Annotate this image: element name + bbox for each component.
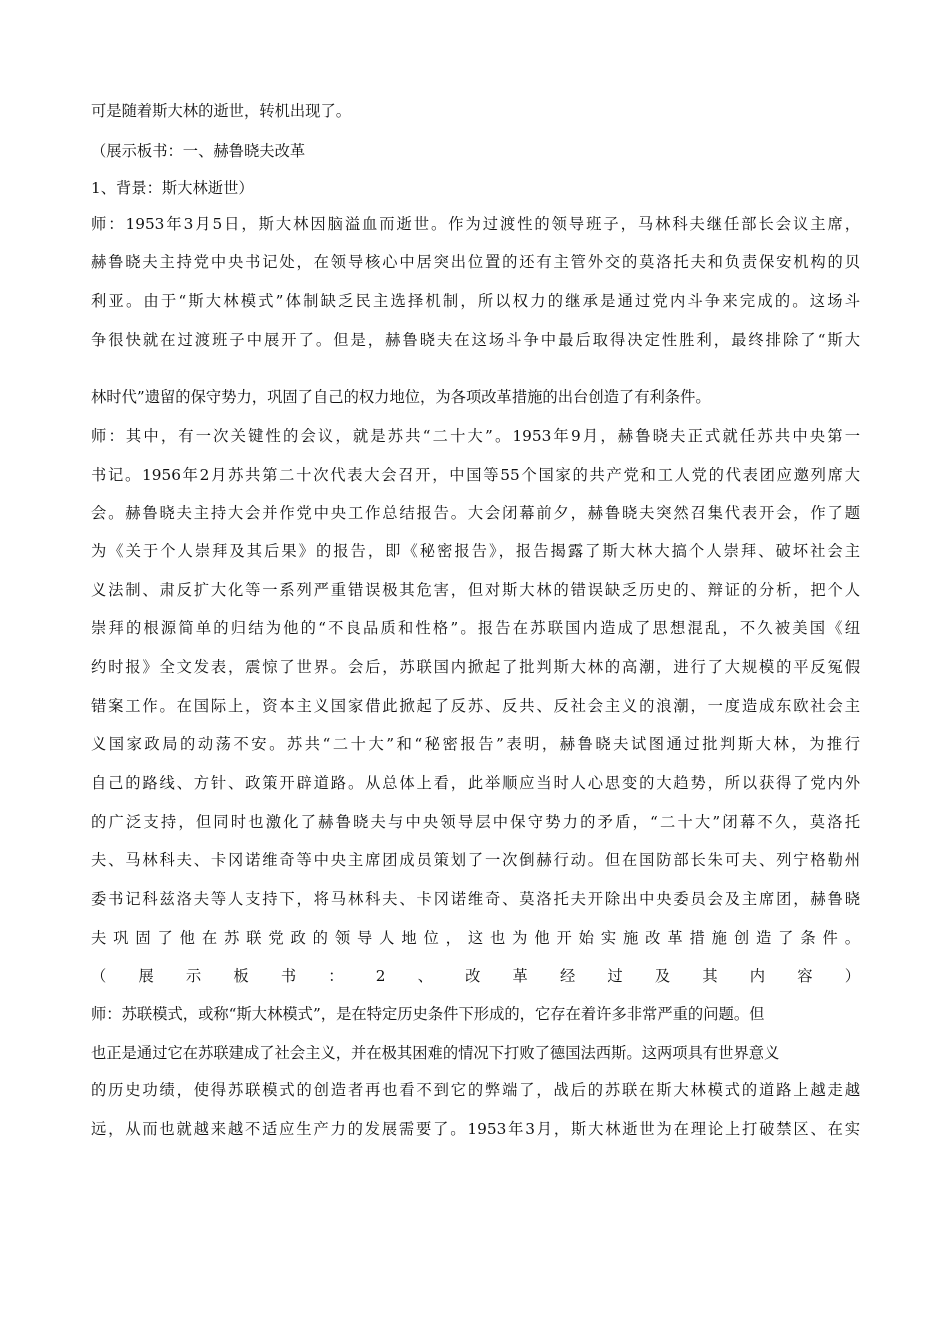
paragraph-line: 夫巩固了他在苏联党政的领导人地位，这也为他开始实施改革措施创造了条件。 xyxy=(91,929,860,947)
paragraph-line: 赫鲁晓夫主持党中央书记处，在领导核心中居突出位置的还有主管外交的莫洛托夫和负责保安机构的贝 xyxy=(91,253,860,271)
paragraph-line: 争很快就在过渡班子中展开了。但是，赫鲁晓夫在这场斗争中最后取得决定性胜利，最终排除了“斯大 xyxy=(91,331,860,349)
paragraph-line: 会。赫鲁晓夫主持大会并作党中央工作总结报告。大会闭幕前夕，赫鲁晓夫突然召集代表开会，作了题 xyxy=(91,504,860,522)
paragraph-line: 错案工作。在国际上，资本主义国家借此掀起了反苏、反共、反社会主义的浪潮，一度造成东欧社会主 xyxy=(91,697,860,715)
paragraph-line: 师：苏联模式，或称“斯大林模式”，是在特定历史条件下形成的，它存在着许多非常严重的问题。但 xyxy=(91,1005,765,1023)
board-note-line: 1、背景：斯大林逝世） xyxy=(91,179,254,197)
paragraph-line: （展示板书：2、改革经过及其内容） xyxy=(91,967,860,985)
paragraph-line: 师：其中，有一次关键性的会议，就是苏共“二十大”。1953年9月，赫鲁晓夫正式就任苏共中央第一 xyxy=(91,427,860,445)
paragraph-line: 义国家政局的动荡不安。苏共“二十大”和“秘密报告”表明，赫鲁晓夫试图通过批判斯大林，为推行 xyxy=(91,735,860,753)
paragraph-line: 委书记科兹洛夫等人支持下，将马林科夫、卡冈诺维奇、莫洛托夫开除出中央委员会及主席团，赫鲁晓 xyxy=(91,890,860,908)
paragraph-line: 远，从而也就越来越不适应生产力的发展需要了。1953年3月，斯大林逝世为在理论上打破禁区、在实 xyxy=(91,1120,860,1138)
paragraph-line: 师：1953年3月5日，斯大林因脑溢血而逝世。作为过渡性的领导班子，马林科夫继任部长会议主席， xyxy=(91,215,860,233)
paragraph-line: 自己的路线、方针、政策开辟道路。从总体上看，此举顺应当时人心思变的大趋势，所以获得了党内外 xyxy=(91,774,860,792)
paragraph-line: 的广泛支持，但同时也激化了赫鲁晓夫与中央领导层中保守势力的矛盾，“二十大”闭幕不久，莫洛托 xyxy=(91,813,860,831)
paragraph-line: 利亚。由于“斯大林模式”体制缺乏民主选择机制，所以权力的继承是通过党内斗争来完成的。这场斗 xyxy=(91,292,860,310)
paragraph-line: 崇拜的根源简单的归结为他的“不良品质和性格”。报告在苏联国内造成了思想混乱，不久被美国《纽 xyxy=(91,619,860,637)
paragraph-line: 夫、马林科夫、卡冈诺维奇等中央主席团成员策划了一次倒赫行动。但在国防部长朱可夫、列宁格勒州 xyxy=(91,851,860,869)
board-note-line: 也正是通过它在苏联建成了社会主义，并在极其困难的情况下打败了德国法西斯。这两项具有世界意义 xyxy=(91,1044,780,1062)
paragraph-line: 义法制、肃反扩大化等一系列严重错误极其危害，但对斯大林的错误缺乏历史的、辩证的分析，把个人 xyxy=(91,581,860,599)
text-line: 可是随着斯大林的逝世，转机出现了。 xyxy=(91,102,352,120)
board-note-line: （展示板书：一、赫鲁晓夫改革 xyxy=(91,142,306,160)
paragraph-line: 为《关于个人崇拜及其后果》的报告，即《秘密报告》，报告揭露了斯大林大搞个人崇拜、破坏社会主 xyxy=(91,542,860,560)
paragraph-line: 约时报》全文发表，震惊了世界。会后，苏联国内掀起了批判斯大林的高潮，进行了大规模的平反冤假 xyxy=(91,658,860,676)
paragraph-line: 书记。1956年2月苏共第二十次代表大会召开，中国等55个国家的共产党和工人党的代表团应邀列席大 xyxy=(91,466,860,484)
paragraph-line: 林时代”遗留的保守势力，巩固了自己的权力地位，为各项改革措施的出台创造了有利条件。 xyxy=(91,388,711,406)
paragraph-line: 的历史功绩，使得苏联模式的创造者再也看不到它的弊端了，战后的苏联在斯大林模式的道路上越走越 xyxy=(91,1081,860,1099)
